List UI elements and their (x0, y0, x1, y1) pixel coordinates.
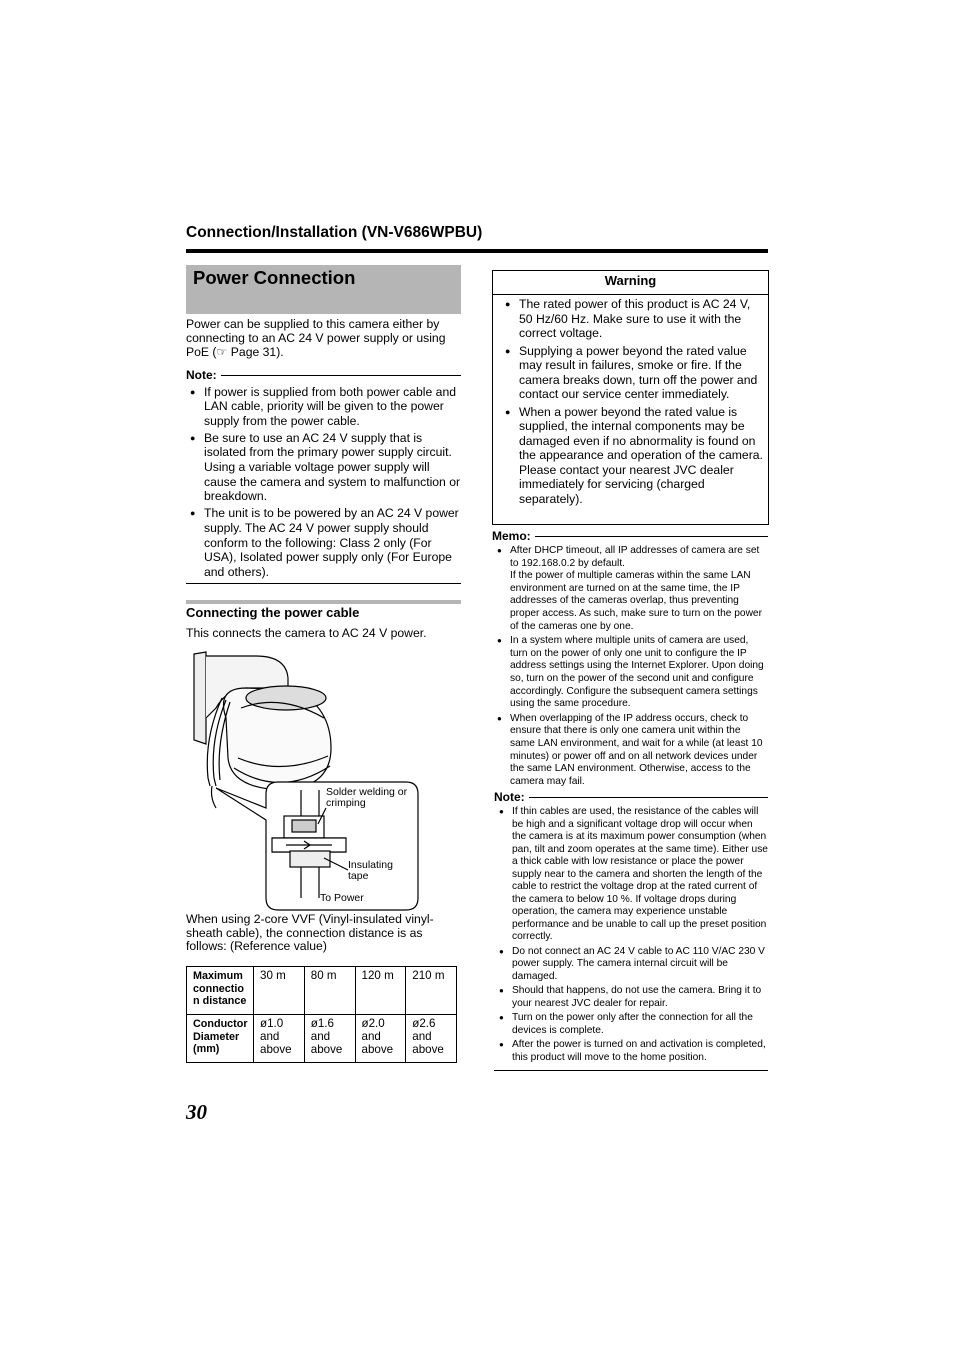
warning-box (492, 270, 769, 525)
power-cable-diagram (186, 648, 426, 916)
warning-title: Warning (604, 273, 657, 288)
table-cell: ø2.6 and above (406, 1015, 457, 1063)
note-bottom-rule (186, 583, 461, 584)
memo-item (492, 545, 768, 633)
note-item: ● If thin cables are used, the resistance of the cables will be high and a significant voltage drop will occur when the camera is at its maximum power consumption (when pan, tilt and zoom operates at the same time). Either use a thick cable with low resistance or place the power supply near to the camera and shorten the length of the cable to restrict the voltage drop at the rated current of the camera to below 10 %. If voltage drops during operation, the camera may experience unstable performance and be unable to call up the preset position correctly. (494, 806, 768, 944)
note-item: ● After the power is turned on and activation is completed, this product will move to the home position. (494, 1039, 768, 1064)
vvf-paragraph: When using 2-core VVF (Vinyl-insulated vinyl-sheath cable), the connection distance is as follows: (Reference value) (186, 912, 434, 954)
warning-rule (493, 294, 768, 295)
table-row (187, 967, 457, 1015)
table-cell: ø1.0 and above (254, 1015, 305, 1063)
memo-item: ● When overlapping of the IP address occurs, check to ensure that there is only one camera unit within the same LAN environment, and wait for a while (at least 10 minutes) or power off and on all network devices under the same LAN environment. Otherwise, access to the camera may fail. (492, 713, 768, 789)
note-item: ● Turn on the power only after the connection for all the devices is complete. (494, 1012, 768, 1037)
page-header: Connection/Installation (VN-V686WPBU) (186, 224, 483, 241)
table-cell: 120 m (355, 967, 406, 1015)
memo-item-extra: If the power of multiple cameras within the same LAN environment are turned on at the same time, the IP addresses of the cameras overlap, thus preventing proper access. As such, make sure to turn on the power of the cameras one by one. (510, 570, 762, 632)
note-item: ● Should that happens, do not use the camera. Bring it to your nearest JVC dealer for repair. (494, 985, 768, 1010)
table-cell: 80 m (304, 967, 355, 1015)
memo-item: ● In a system where multiple units of camera are used, turn on the power of only one unit to configure the IP address settings using the Internet Explorer. Upon doing so, turn on the power of the second unit and configure accordingly. Configure the subsequent camera settings using the same procedure. (492, 635, 768, 711)
label-insulating: Insulating (348, 859, 393, 871)
memo-block (492, 529, 768, 790)
note-block-2 (494, 790, 768, 1066)
table-row-header: Conductor Diameter (mm) (187, 1015, 254, 1063)
label-crimping: crimping (326, 797, 366, 809)
note-label: Note: (186, 368, 217, 382)
note-item: ● Do not connect an AC 24 V cable to AC 110 V/AC 230 V power supply. The camera internal circuit will be damaged. (494, 946, 768, 984)
note-item: ● If power is supplied from both power cable and LAN cable, priority will be given to the power supply from the power cable. (186, 385, 461, 429)
label-to-power: To Power (320, 892, 364, 904)
connection-distance-table (186, 966, 457, 1063)
memo-rule (535, 536, 768, 537)
note-item: ● The unit is to be powered by an AC 24 V power supply. The AC 24 V power supply should conform to the following: Class 2 only (For USA), Isolated power supply only (For Europe and others). (186, 506, 461, 579)
warning-item: ● Supplying a power beyond the rated value may result in failures, smoke or fire. If the camera breaks down, turn off the power and contact our service center immediately. (501, 344, 763, 402)
memo-item-text: After DHCP timeout, all IP addresses of camera are set to 192.168.0.2 by default. (510, 545, 760, 569)
memo-label: Memo: (492, 529, 531, 543)
note-rule (221, 375, 461, 376)
table-row-header: Maximum connectio n distance (187, 967, 254, 1015)
note-block (186, 368, 461, 582)
table-cell: 210 m (406, 967, 457, 1015)
table-cell: ø2.0 and above (355, 1015, 406, 1063)
table-cell: ø1.6 and above (304, 1015, 355, 1063)
note-label: Note: (494, 790, 525, 804)
warning-item: ● The rated power of this product is AC 24 V, 50 Hz/60 Hz. Make sure to use it with the correct voltage. (501, 297, 763, 341)
note-bottom-rule (494, 1070, 768, 1071)
note-rule (529, 797, 768, 798)
label-tape: tape (348, 870, 369, 882)
page-number: 30 (186, 1100, 207, 1124)
table-cell: 30 m (254, 967, 305, 1015)
table-row (187, 1015, 457, 1063)
header-rule (186, 249, 768, 253)
label-solder-welding: Solder welding or (326, 786, 408, 798)
section-title: Power Connection (193, 267, 356, 288)
subsection-text: This connects the camera to AC 24 V power. (186, 626, 427, 640)
warning-item: ● When a power beyond the rated value is supplied, the internal components may be damaged even if no abnormality is found on the appearance and operation of the camera. Please contact your nearest JVC dealer immediately for servicing (charged separately). (501, 405, 763, 507)
note-item: ● Be sure to use an AC 24 V supply that is isolated from the primary power supply circuit. Using a variable voltage power supply will cause the camera and system to malfunction or breakdown. (186, 431, 461, 504)
callout-bubble (216, 782, 418, 910)
subsection-rule (186, 600, 461, 604)
subsection-title: Connecting the power cable (186, 605, 360, 620)
intro-paragraph: Power can be supplied to this camera either by connecting to an AC 24 V power supply or using PoE (☞ Page 31). (186, 317, 446, 359)
